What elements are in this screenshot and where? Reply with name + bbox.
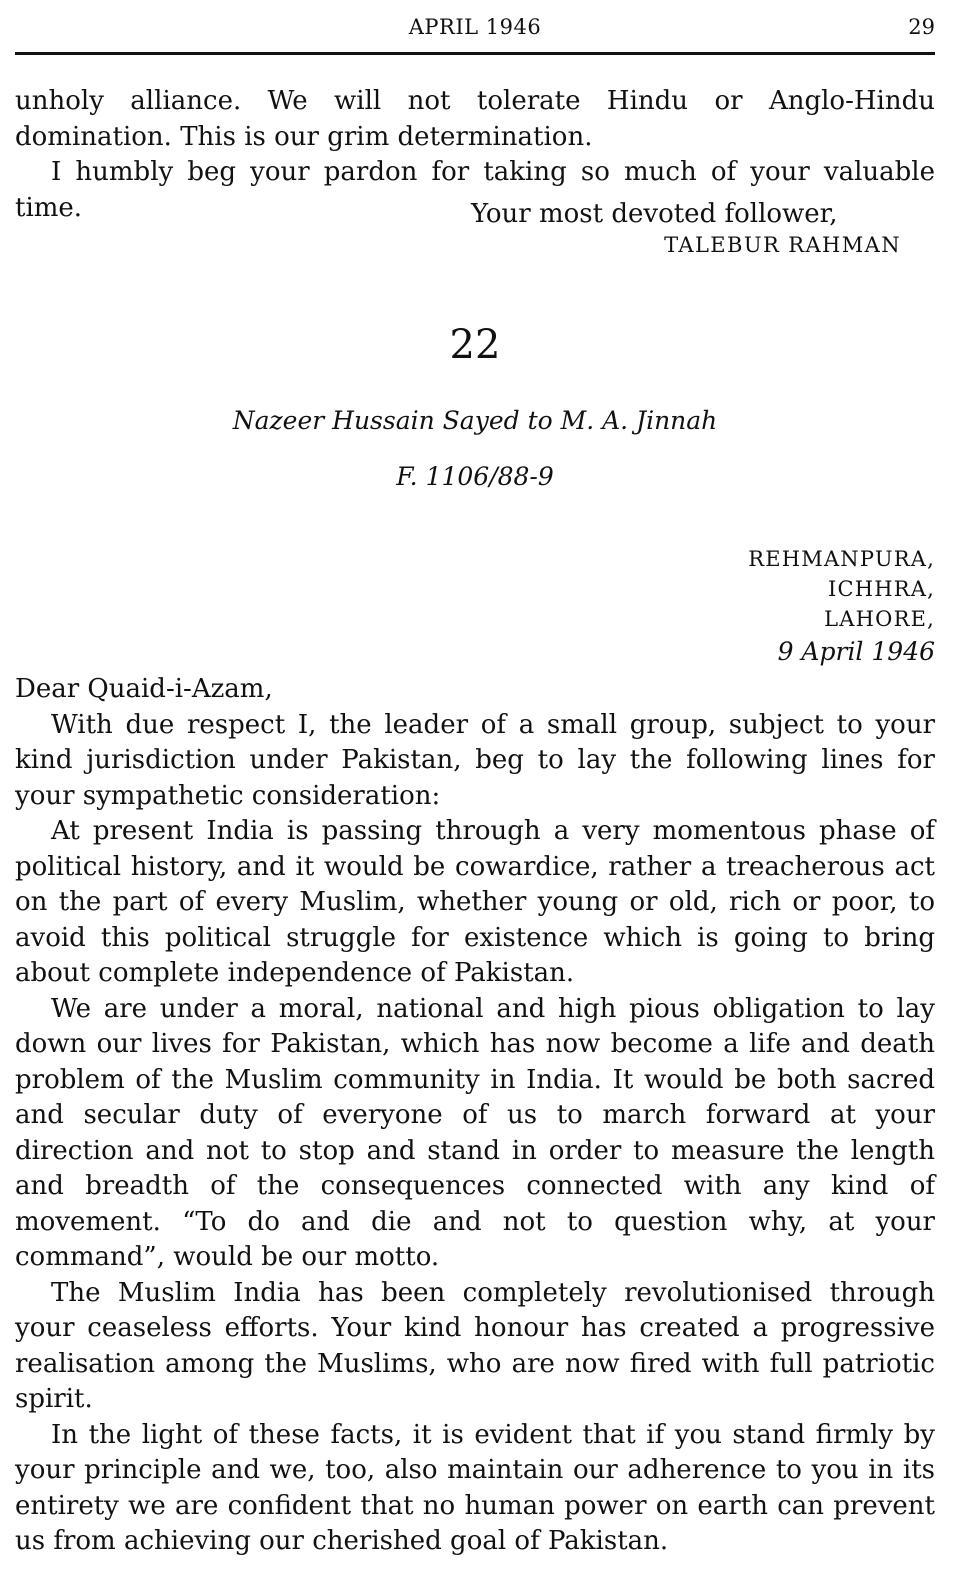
address-line: ICHHRA,: [827, 577, 935, 601]
running-header: [15, 12, 935, 42]
previous-letter-signoff: [15, 196, 935, 276]
document-number: 22: [449, 322, 501, 368]
continued-paragraph: unholy alliance. We will not tolerate Hindu or Anglo-Hindu domination. This is our grim determination.: [15, 86, 935, 152]
header-rule: [15, 52, 935, 55]
address-line: REHMANPURA,: [748, 547, 935, 571]
file-reference: F. 1106/88-9: [396, 462, 554, 491]
document-heading: Nazeer Hussain Sayed to M. A. Jinnah: [232, 406, 718, 435]
body-paragraph: At present India is passing through a very momentous phase of political history, and it would be cowardice, rather a treacherous act on the part of every Muslim, whether young or old, rich or poor, to avoid this political struggle for existence which is going to bring about complete independence of Pakistan.: [15, 816, 935, 988]
body-paragraph: We are under a moral, national and high pious obligation to lay down our lives for Pakistan, which has now become a life and death problem of the Muslim community in India. It would be both sacred and secular duty of everyone of us to march forward at your direction and not to stop and stand in order to measure the length and breadth of the consequences connected with any kind of movement. “To do and die and not to question why, at your command”, would be our motto.: [15, 993, 935, 1272]
book-page: [15, 0, 935, 1586]
body-paragraph: The Muslim India has been completely revolutionised through your ceaseless efforts. Your kind honour has created a progressive realisation among the Muslims, who are now fired with full patriotic spirit.: [15, 1277, 935, 1414]
sender-address: [515, 544, 935, 668]
signer-name: TALEBUR RAHMAN: [664, 233, 901, 257]
body-paragraph: With due respect I, the leader of a small group, subject to your kind jurisdiction under Pakistan, beg to lay the following lines for your sympathetic consideration:: [15, 709, 935, 811]
address-line: LAHORE,: [824, 607, 935, 631]
page-number: 29: [908, 15, 935, 39]
letter-body: [15, 672, 935, 1560]
running-title: APRIL 1946: [408, 15, 542, 39]
apology-paragraph: I humbly beg your pardon for taking so much of your valuable time.: [15, 157, 935, 223]
complimentary-close: Your most devoted follower,: [471, 199, 838, 229]
salutation: Dear Quaid-i-Azam,: [15, 674, 273, 704]
letter-date: 9 April 1946: [777, 637, 935, 666]
body-paragraph: In the light of these facts, it is evident that if you stand firmly by your principle and we, too, also maintain our adherence to you in its entirety we are confident that no human power on earth can prevent us from achieving our cherished goal of Pakistan.: [15, 1419, 935, 1556]
